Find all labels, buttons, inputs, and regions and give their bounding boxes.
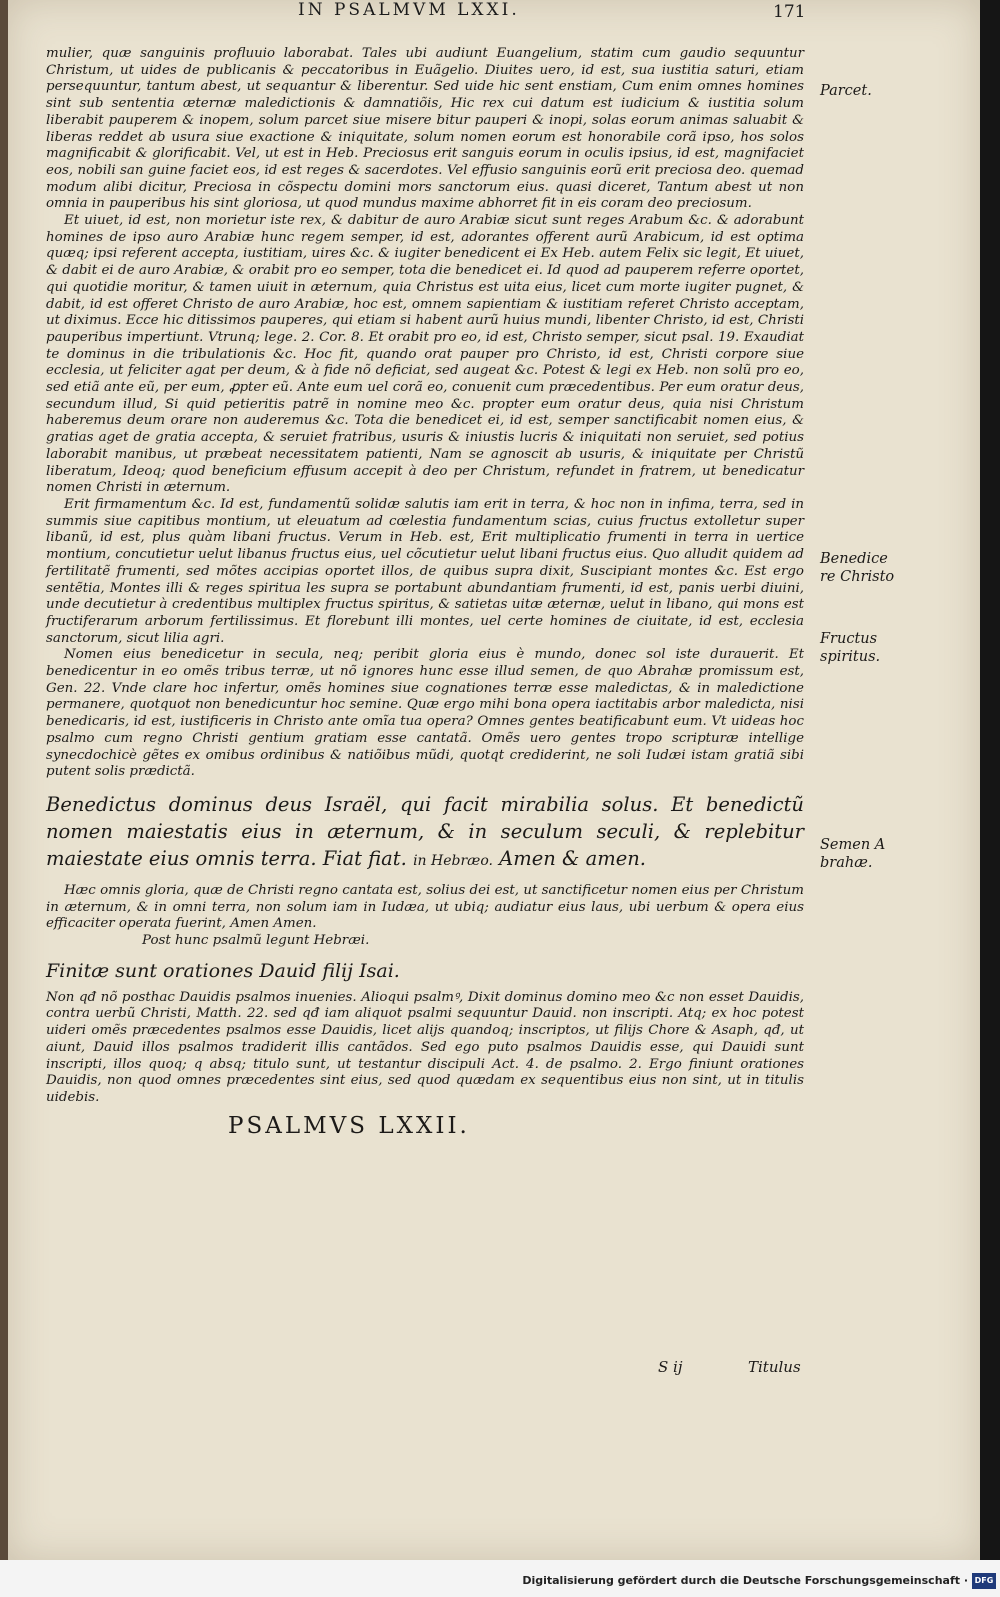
paragraph-4: Nomen eius benedicetur in secula, neq; peribit gloria eius è mundo, donec sol iste durauerit. Et benedicentur in eo omẽs tribus terræ, ut nõ ignores hunc esse illud semen, de quo Abrahæ promissum est, Gen. 22. Vnde clare hoc infertur, omẽs homines siue cognationes terræ esse maledictas, & in maledictione permanere, quotquot non benedicuntur hoc semine. Quæ ergo mihi bona opera iactitabis arbor maledicta, nisi benedicaris, id est, iustificeris in Christo ante omĩa tua opera? Omnes gentes beatificabunt eum. Vt uideas hoc psalmo cum regno Christi gentium gratiam esse cantatã. Omẽs uero gentes tropo scripturæ intellige synecdochicè gẽtes ex omibus ordinibus & natiõibus mũdi, quotqt crediderint, ne soli Iudæi istam gratiã sibi putent solis prædictã. <box>46 647 804 780</box>
scanned-page <box>8 0 980 1560</box>
paragraph-2: Et uiuet, id est, non morietur iste rex, & dabitur de auro Arabiæ sicut sunt reges Arabum &c. & adorabunt homines de ipso auro Arabiæ hunc regem semper, id est, adorantes offerent aurũ Arabicum, id est optima quæq; ipsi referent accepta, iustitiam, uires &c. & iugiter benedicent ei Ex Heb. autem Felix sic legit, Et uiuet, & dabit ei de auro Arabiæ, & orabit pro eo semper, tota die benedicet ei. Id quod ad pauperem referre oportet, qui quotidie moritur, & tamen uiuit in æternum, quia Christus est uita eius, licet cum morte iugiter pugnet, & dabit, id est offeret Christo de auro Arabiæ, hoc est, omnem sapientiam & iustitiam referet Christo acceptam, ut diximus. Ecce hic ditissimos pauperes, qui etiam si habent aurũ huius mundi, libenter Christo, id est, Christi pauperibus impertiunt. Vtrunq; lege. 2. Cor. 8. Et orabit pro eo, id est, Christo semper, sicut psal. 19. Exaudiat te dominus in die tribulationis &c. Hoc fit, quando orat pauper pro Christo, id est, Christi corpore siue ecclesia, ut feliciter agat per deum, & à fide nõ deficiat, sed augeat &c. Potest & legi ex Heb. non solũ pro eo, sed etiã ante eũ, per eum, ꝓpter eũ. Ante eum uel corã eo, conuenit cum præcedentibus. Per eum oratur deus, secundum illud, Si quid petieritis patrẽ in nomine meo &c. propter eum oratur deus, quia nisi Christum haberemus deum orare non auderemus &c. Tota die benedicet ei, id est, semper sanctificabit nomen eius, & gratias aget de gratia accepta, & seruiet fratribus, usuris & iniustis lucris & iniquitati non seruiet, sed potius laborabit manibus, ut præbeat necessitatem patienti, Nam se agnoscit ab usuris, & iniquitate per Christũ liberatum, Ideoq; quod beneficium effusum accepit à deo per Christum, refundet in fratrem, ut benedicatur nomen Christi in æternum. <box>46 213 804 496</box>
paragraph-6: Post hunc psalmũ legunt Hebræi. <box>142 933 370 949</box>
running-head: IN PSALMVM LXXI. <box>298 0 520 20</box>
dfg-logo: DFG <box>972 1573 996 1589</box>
signature-mark: S ij <box>658 1358 683 1376</box>
marginal-note-parcet: Parcet. <box>820 83 872 99</box>
footer-strip <box>0 1560 1000 1597</box>
section-heading: Finitæ sunt orationes Dauid filij Isai. <box>46 959 400 982</box>
paragraph-5: Hæc omnis gloria, quæ de Christi regno cantata est, solius dei est, ut sanctificetur nomen eius per Christum in æternum, & in omni terra, non solum iam in Iudæa, ut ubiq; audiatur eius laus, ubi uerbum & opera eius efficaciter operata fuerint, Amen Amen. <box>46 882 804 932</box>
lemma-main: Benedictus dominus deus Israël, qui facit mirabilia solus. Et benedictũ nomen maiestatis eius in æternum, & in seculum seculi, & replebitur maiestate eius omnis terra. Fiat fiat. <box>46 792 804 870</box>
lemma-amen: Amen & amen. <box>499 846 646 870</box>
marginal-note-benedicere: Benedice re Christo <box>820 551 895 585</box>
page-number: 171 <box>773 2 806 22</box>
paragraph-7: Non qđ nõ posthac Dauidis psalmos inuenies. Alioqui psalmꝰ, Dixit dominus domino meo &c non esset Dauidis, contra uerbũ Christi, Matth. 22. sed qđ iam aliquot psalmi sequuntur Dauid. non inscripti. Atq; ex hoc potest uideri omẽs præcedentes psalmos esse Dauidis, licet alijs quandoq; inscriptos, ut filijs Chore & Asaph, qđ, ut aiunt, Dauid illos psalmos tradiderit illis cantãdos. Sed ego puto psalmos Dauidis esse, qui Dauidi sunt inscripti, illos quoq; q absq; titulo sunt, ut testantur discipuli Act. 4. de psalmo. 2. Ergo finiunt orationes Dauidis, non quod omnes præcedentes sint eius, sed quod quædam ex sequentibus eius non sint, ut in titulis uidebis. <box>46 989 804 1105</box>
paragraph-1: mulier, quæ sanguinis profluuio laborabat. Tales ubi audiunt Euangelium, statim cum gaudio sequuntur Christum, ut uides de publicanis & peccatoribus in Euãgelio. Diuites uero, id est, sua iustitia saturi, etiam persequuntur, tantum abest, ut sequantur & liberentur. Sed uide hic sent enstiam, Cum enim omnes homines sint sub sententia æternæ maledictionis & damnatiõis, Hic rex cui datum est iudicium & iustitia solum liberabit pauperem & inopem, solum parcet siue misere bitur pauperi & inopi, solas eorum animas saluabit & liberas reddet ab usura siue exactione & iniquitate, solum nomen eorum est honorabile corã ipso, hos solos magnificabit & glorificabit. Vel, ut est in Heb. Preciosus erit sanguis eorum in oculis ipsius, id est, magnifaciet eos, nobili san guine faciet eos, id est reges & sacerdotes. Vel effusio sanguinis eorũ erit preciosa deo. quemad modum alibi dicitur, Preciosa in cõspectu domini mors sanctorum eius. quasi diceret, Tantum abest ut non omnia in pauperibus his sint gloriosa, ut quod mundus maxime abhorret fit in eis coram deo preciosum. <box>46 46 804 212</box>
main-text-column <box>46 46 804 1139</box>
digitization-credit: Digitalisierung gefördert durch die Deutsche Forschungsgemeinschaft · <box>522 1574 968 1587</box>
lemma-verse <box>46 791 804 875</box>
marginal-note-semen: Semen A brahæ. <box>820 837 886 871</box>
book-edge <box>0 0 8 1560</box>
marginal-note-fructus: Fructus spiritus. <box>820 631 881 665</box>
dark-margin <box>980 0 1000 1560</box>
lemma-hebrew-note: in Hebræo. <box>413 852 493 869</box>
paragraph-3: Erit firmamentum &c. Id est, fundamentũ solidæ salutis iam erit in terra, & hoc non in infima, terra, sed in summis siue capitibus montium, ut eleuatum ad cœlestia fundamentum scias, cuius fructus extolletur super libanũ, id est, plus quàm libani fructus. Verum in Heb. est, Erit multiplicatio frumenti in terra in uertice montium, concutietur uelut libanus fructus eius, uel cõcutietur uelut libani fructus eius. Quo alludit quidem ad fertilitatẽ frumenti, sed mõtes accipias oportet illos, de quibus supra dixit, Suscipiant montes &c. Est ergo sentẽtia, Montes illi & reges spiritua les supra se portabunt abundantiam frumenti, id est, panis uerbi diuini, unde decutietur à credentibus multiplex fructus spiritus, & satietas uitæ æternæ, uelut in libano, qui mons est fructiferarum arborum fertilissimus. Et florebunt illi montes, uel certe homines de ciuitate, id est, ecclesia sanctorum, sicut lilia agri. <box>46 496 804 646</box>
psalm-title: PSALMVS LXXII. <box>228 1112 470 1139</box>
catchword: Titulus <box>748 1358 801 1376</box>
